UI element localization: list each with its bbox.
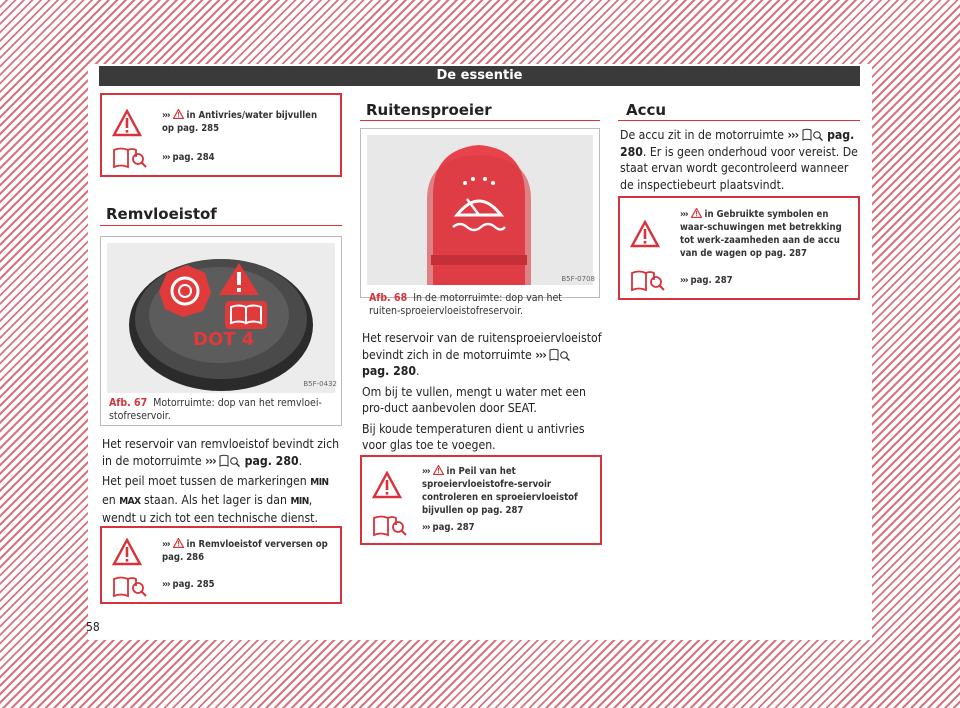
remvloeistof-body: Het reservoir van remvloeistof bevindt zich in de motorruimte ››› pag. 280. Het peil moet tussen de markeringen MIN en MAX staan. Als het lager is dan MIN, wendt u zich tot een technische dienst.	[102, 437, 340, 525]
page-link[interactable]: pag. 280	[244, 453, 299, 468]
small-warning-icon	[691, 208, 702, 218]
svg-text:DOT 4: DOT 4	[193, 329, 255, 350]
page-link[interactable]: pag. 280	[362, 364, 416, 378]
figure-code: B5F-0708	[561, 275, 595, 283]
page-ref-text[interactable]: ››› pag. 287	[680, 275, 733, 286]
figure-68	[360, 128, 600, 317]
page-ref-text[interactable]: ››› pag. 285	[162, 579, 215, 590]
warning-box-battery	[618, 196, 860, 300]
figure-67	[100, 236, 342, 426]
page-ref-text[interactable]: ››› pag. 287	[422, 522, 475, 533]
warning-icon	[372, 471, 402, 499]
page-ref-text[interactable]: ››› pag. 284	[162, 152, 215, 163]
figure-caption: Afb. 67 Motorruimte: dop van het remvloei-stofreservoir.	[109, 397, 322, 422]
figure-caption: Afb. 68 In de motorruimte: dop van het ruiten-sproeiervloeistofreservoir.	[369, 292, 562, 317]
book-search-icon	[630, 268, 666, 292]
section-divider	[360, 120, 600, 121]
warning-ref-text[interactable]: ››› in Gebruikte symbolen en waar-schuwingen met betrekking tot werk-zaamheden aan de accu van de wagen op pag. 287	[680, 209, 842, 259]
warning-icon	[112, 538, 142, 566]
book-search-icon	[549, 348, 571, 361]
warning-box-washer-fluid	[360, 455, 602, 545]
section-title-accu: Accu	[626, 101, 667, 119]
section-title-remvloeistof: Remvloeistof	[106, 205, 217, 223]
book-search-icon	[112, 145, 148, 169]
warning-box-antifreeze	[100, 93, 342, 177]
small-warning-icon	[173, 109, 184, 119]
warning-icon	[112, 109, 142, 137]
page-number: 58	[86, 620, 100, 634]
page-link[interactable]: pag. 280	[620, 128, 855, 159]
figure-code: B5F-0432	[303, 380, 337, 388]
section-divider	[618, 120, 860, 121]
book-search-icon	[112, 574, 148, 598]
warning-icon	[630, 220, 660, 248]
small-warning-icon	[173, 538, 184, 548]
accu-body: De accu zit in de motorruimte ››› pag. 280. Er is geen onderhoud voor vereist. De staat ervan wordt gecontroleerd wanneer de inspectiebeurt plaatsvindt.	[620, 128, 858, 192]
brake-fluid-cap-image	[107, 243, 335, 393]
warning-box-brake-fluid	[100, 526, 342, 604]
ruitensproeier-body: Het reservoir van de ruitensproeiervloeistof bevindt zich in de motorruimte ››› pag. 280. Om bij te vullen, mengt u water met een pro-duct aanbevolen door SEAT. Bij koude temperaturen dient u antivries voor glas toe te voegen.	[362, 331, 602, 452]
book-search-icon	[219, 454, 241, 467]
small-warning-icon	[433, 465, 444, 475]
book-search-icon	[802, 128, 824, 141]
warning-ref-text[interactable]: ››› in Remvloeistof verversen op pag. 286	[162, 539, 328, 563]
section-divider	[100, 225, 342, 226]
book-search-icon	[372, 513, 408, 537]
page-header: De essentie	[99, 66, 860, 86]
warning-ref-text[interactable]: ››› in Antivries/water bijvullen op pag. 285	[162, 110, 318, 134]
warning-ref-text[interactable]: ››› in Peil van het sproeiervloeistofre-servoir controleren en sproeiervloeistof bijvullen op pag. 287	[422, 466, 578, 516]
washer-fluid-cap-image	[367, 135, 593, 285]
section-title-ruitensproeier: Ruitensproeier	[366, 101, 492, 119]
